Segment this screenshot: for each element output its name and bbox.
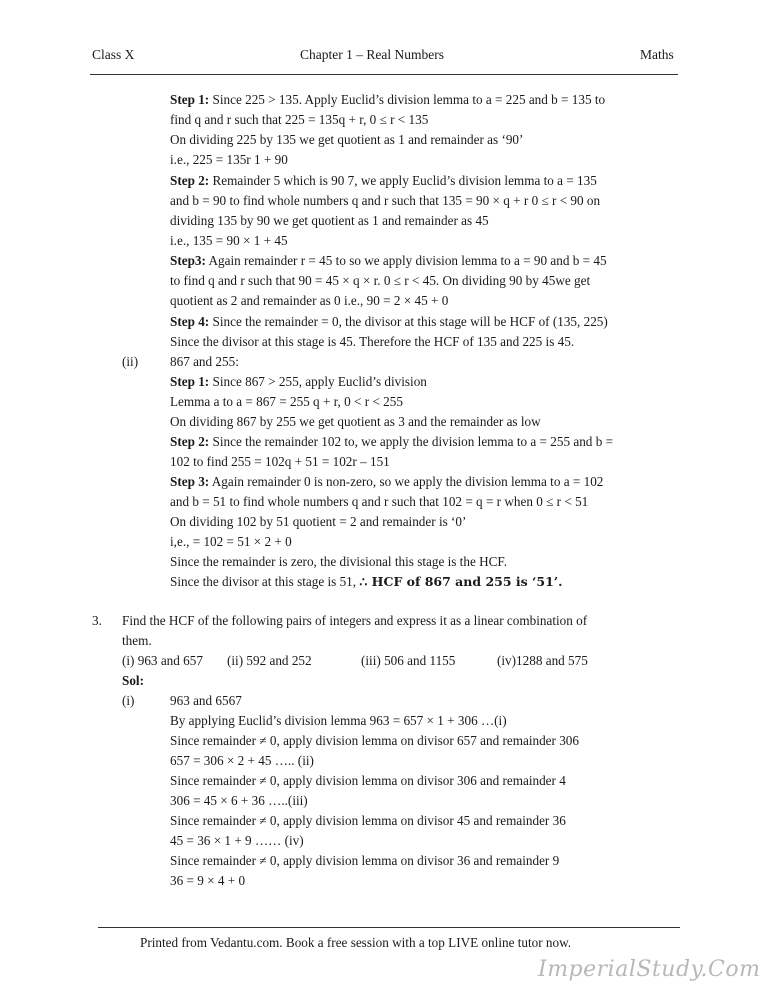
text-line: to find q and r such that 90 = 45 × q × r. 0 ≤ r < 45. On dividing 90 by 45we get <box>170 273 591 288</box>
step1-line <box>170 91 605 109</box>
step2-line <box>170 172 597 190</box>
step3-line <box>170 252 607 270</box>
text-line: 657 = 306 × 2 + 45 ….. (ii) <box>170 753 314 768</box>
text-line: By applying Euclid’s division lemma 963 = 657 × 1 + 306 …(i) <box>170 713 507 728</box>
question-option: (iv)1288 and 575 <box>497 653 588 668</box>
text-line: and b = 90 to find whole numbers q and r such that 135 = 90 × q + r 0 ≤ r < 90 on <box>170 193 601 208</box>
step-text: Again remainder 0 is non-zero, so we apply the division lemma to a = 102 <box>209 474 604 489</box>
footer-rule <box>98 927 680 928</box>
text-line: Since remainder ≠ 0, apply division lemma on divisor 657 and remainder 306 <box>170 733 579 748</box>
step-label: Step 4: <box>170 314 210 329</box>
text-line: i.e., 225 = 135r 1 + 90 <box>170 152 288 167</box>
question-option: (i) 963 and 657 <box>122 653 203 668</box>
text-line: On dividing 102 by 51 quotient = 2 and remainder is ‘0’ <box>170 514 467 529</box>
step-text: Since 225 > 135. Apply Euclid’s division lemma to a = 225 and b = 135 to <box>209 92 606 107</box>
question-option: (iii) 506 and 1155 <box>361 653 456 668</box>
part-title: 867 and 255: <box>170 354 239 369</box>
header-rule <box>90 74 678 75</box>
text-line: 36 = 9 × 4 + 0 <box>170 873 246 888</box>
step-text: Since 867 > 255, apply Euclid’s division <box>209 374 427 389</box>
text-line: quotient as 2 and remainder as 0 i.e., 90 = 2 × 45 + 0 <box>170 293 449 308</box>
text-line: Since remainder ≠ 0, apply division lemma on divisor 36 and remainder 9 <box>170 853 560 868</box>
step-text: Again remainder r = 45 to so we apply division lemma to a = 90 and b = 45 <box>205 253 607 268</box>
question-option: (ii) 592 and 252 <box>227 653 312 668</box>
text-line: find q and r such that 225 = 135q + r, 0 ≤ r < 135 <box>170 112 429 127</box>
step-text: Remainder 5 which is 90 7, we apply Euclid’s division lemma to a = 135 <box>209 173 597 188</box>
text-line: Lemma a to a = 867 = 255 q + r, 0 < r < 255 <box>170 394 403 409</box>
conclusion-line <box>170 573 563 591</box>
text-line: dividing 135 by 90 we get quotient as 1 and remainder as 45 <box>170 213 489 228</box>
solution-label: Sol: <box>122 673 144 688</box>
step-label: Step 1: <box>170 92 210 107</box>
footer-text: Printed from Vedantu.com. Book a free session with a top LIVE online tutor now. <box>140 935 572 950</box>
step-label: Step 1: <box>170 374 210 389</box>
text-line: Since the remainder is zero, the divisional this stage is the HCF. <box>170 554 507 569</box>
header-subject: Maths <box>640 47 674 62</box>
part-number: (i) <box>122 693 135 708</box>
question-text: Find the HCF of the following pairs of integers and express it as a linear combination of <box>122 613 588 628</box>
step4-line <box>170 313 608 331</box>
text-line: Since the divisor at this stage is 45. Therefore the HCF of 135 and 225 is 45. <box>170 334 575 349</box>
text-line: Since remainder ≠ 0, apply division lemma on divisor 306 and remainder 4 <box>170 773 566 788</box>
question-text: them. <box>122 633 152 648</box>
watermark-logo: ImperialStudy.Com <box>538 957 761 982</box>
step-label: Step3: <box>170 253 206 268</box>
conclusion-text: Since the divisor at this stage is 51, <box>170 574 360 589</box>
text-line: 45 = 36 × 1 + 9 …… (iv) <box>170 833 304 848</box>
step-label: Step 2: <box>170 434 210 449</box>
step2-line <box>170 433 613 451</box>
header-chapter: Chapter 1 – Real Numbers <box>300 47 444 62</box>
text-line: i.e., 135 = 90 × 1 + 45 <box>170 233 288 248</box>
step-text: Since the remainder = 0, the divisor at this stage will be HCF of (135, 225) <box>209 314 608 329</box>
text-line: i,e., = 102 = 51 × 2 + 0 <box>170 534 292 549</box>
text-line: 306 = 45 × 6 + 36 …..(iii) <box>170 793 308 808</box>
header-class: Class X <box>92 47 135 62</box>
part-number: (ii) <box>122 354 139 369</box>
question-number: 3. <box>92 613 102 628</box>
conclusion-result: ∴ HCF of 867 and 255 is ‘51’. <box>359 574 563 589</box>
text-line: On dividing 867 by 255 we get quotient as 3 and the remainder as low <box>170 414 541 429</box>
step-label: Step 3: <box>170 474 210 489</box>
text-line: 102 to find 255 = 102q + 51 = 102r – 151 <box>170 454 390 469</box>
step-label: Step 2: <box>170 173 210 188</box>
part-title: 963 and 6567 <box>170 693 242 708</box>
text-line: Since remainder ≠ 0, apply division lemma on divisor 45 and remainder 36 <box>170 813 566 828</box>
step1-line <box>170 373 427 391</box>
text-line: and b = 51 to find whole numbers q and r such that 102 = q = r when 0 ≤ r < 51 <box>170 494 589 509</box>
step-text: Since the remainder 102 to, we apply the division lemma to a = 255 and b = <box>209 434 614 449</box>
text-line: On dividing 225 by 135 we get quotient as 1 and remainder as ‘90’ <box>170 132 524 147</box>
step3-line <box>170 473 603 491</box>
